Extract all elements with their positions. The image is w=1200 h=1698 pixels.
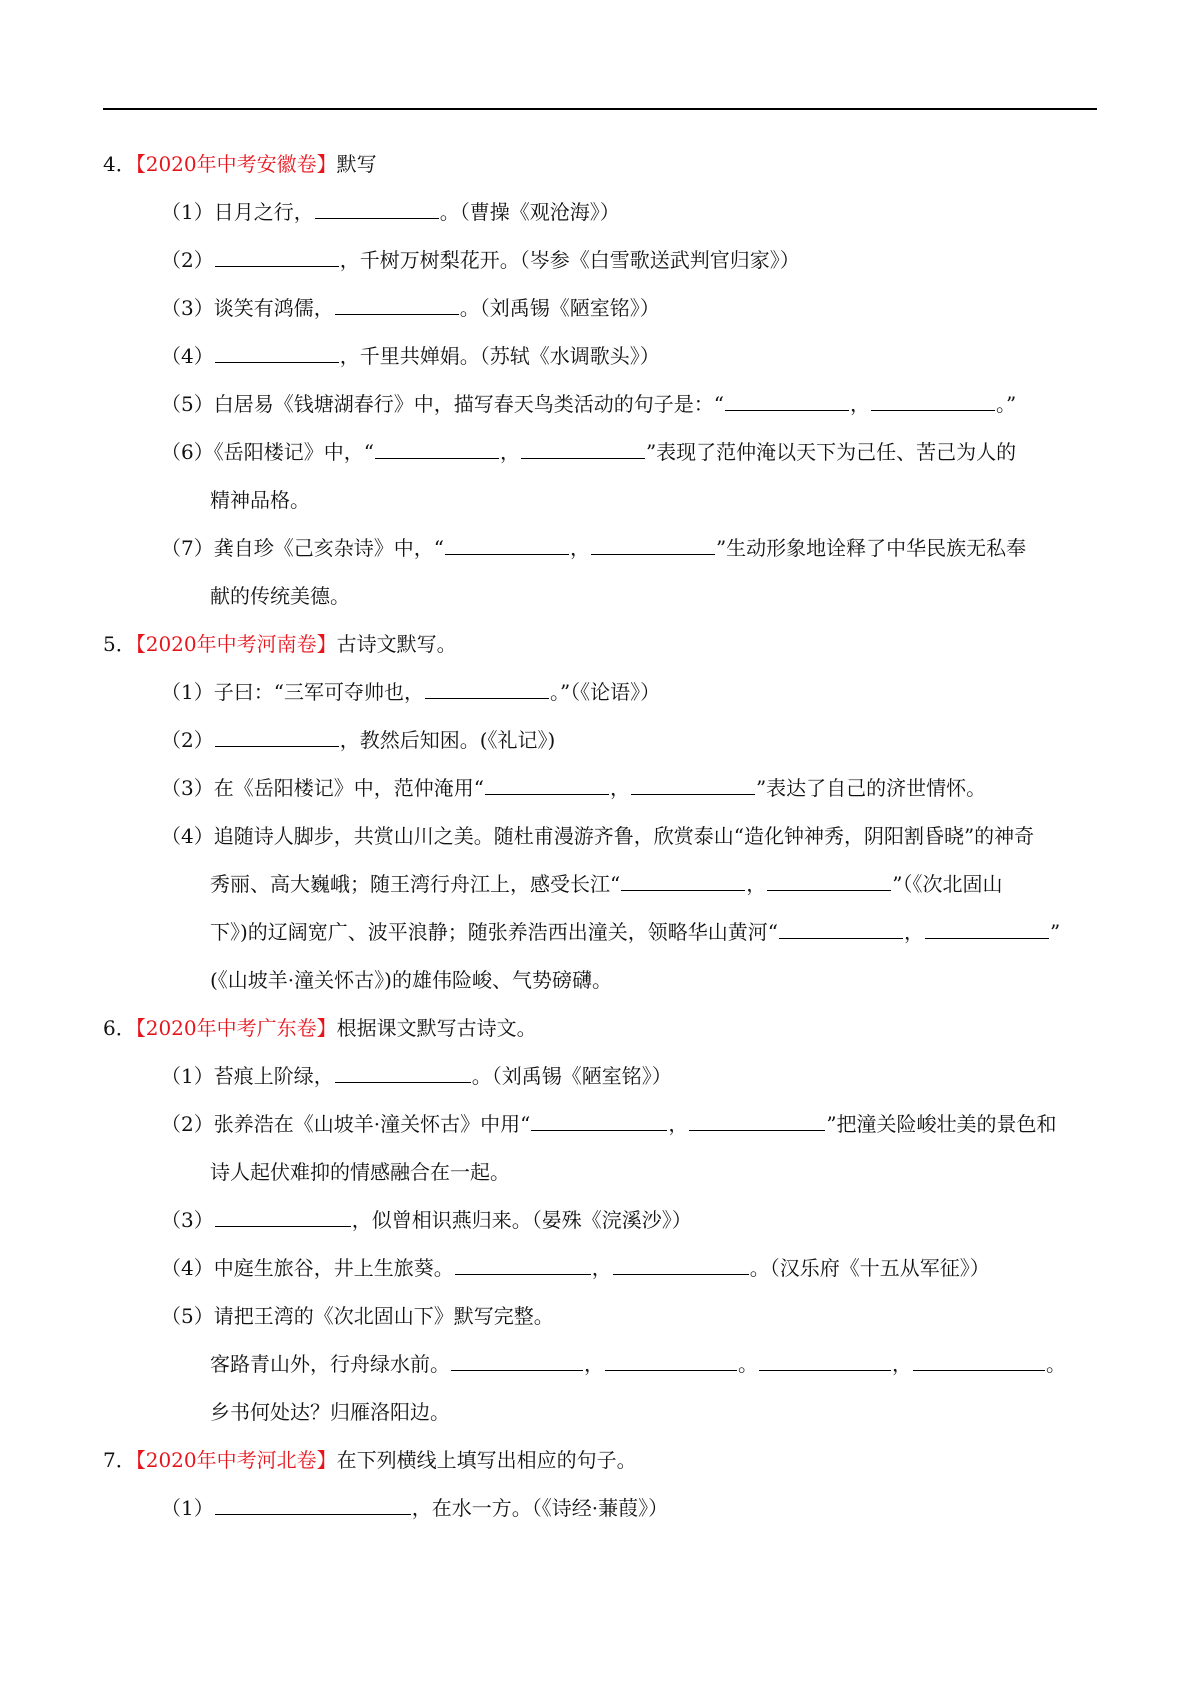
answer-blank[interactable] [425, 679, 549, 699]
q4-item-7: （7）龚自珍《己亥杂诗》中，“ ， ”生动形象地诠释了中华民族无私奉 [161, 536, 1027, 560]
answer-blank[interactable] [725, 391, 849, 411]
q4-item-6: （6）《岳阳楼记》中，“ ， ”表现了范仲淹以天下为己任、苦己为人的 [161, 440, 1017, 464]
question-6-heading [103, 1014, 1103, 1042]
answer-blank[interactable] [315, 199, 439, 219]
answer-blank[interactable] [759, 1351, 891, 1371]
answer-blank[interactable] [215, 1495, 411, 1515]
question-task: 在下列横线上填写出相应的句子。 [336, 1448, 637, 1472]
q6-item-3: （3） ，似曾相识燕归来。（晏殊《浣溪沙》） [161, 1208, 692, 1232]
q6-item-2-cont: 诗人起伏难抑的情感融合在一起。 [210, 1160, 510, 1184]
answer-blank[interactable] [605, 1351, 737, 1371]
question-number: 7． [103, 1448, 136, 1472]
answer-blank[interactable] [631, 775, 755, 795]
answer-blank[interactable] [779, 919, 903, 939]
q4-item-1: （1）日月之行， 。（曹操《观沧海》） [161, 200, 620, 224]
answer-blank[interactable] [925, 919, 1049, 939]
q4-item-3: （3）谈笑有鸿儒， 。（刘禹锡《陋室铭》） [161, 296, 660, 320]
q6-item-5-poem-1: 客路青山外，行舟绿水前。 ， 。 ， 。 [210, 1352, 1066, 1376]
question-5-heading [103, 630, 1103, 658]
answer-blank[interactable] [215, 727, 339, 747]
q5-item-3: （3）在《岳阳楼记》中，范仲淹用“ ， ”表达了自己的济世情怀。 [161, 776, 987, 800]
question-4-heading [103, 150, 1103, 178]
question-source: 【2020年中考广东卷】 [135, 1016, 337, 1040]
answer-blank[interactable] [913, 1351, 1045, 1371]
question-task: 默写 [336, 152, 377, 176]
answer-blank[interactable] [455, 1255, 591, 1275]
q7-item-1: （1） ，在水一方。（《诗经·蒹葭》） [161, 1496, 669, 1520]
q4-item-6-cont: 精神品格。 [210, 488, 310, 512]
q5-item-1: （1）子曰：“三军可夺帅也， 。”（《论语》） [161, 680, 661, 704]
answer-blank[interactable] [521, 439, 645, 459]
q5-item-4-cont-2: 下》)的辽阔宽广、波平浪静；随张养浩西出潼关，领略华山黄河“ ， ” [210, 920, 1061, 944]
q4-item-4: （4） ，千里共婵娟。（苏轼《水调歌头》） [161, 344, 660, 368]
q6-item-5-poem-2: 乡书何处达？归雁洛阳边。 [210, 1400, 450, 1424]
q6-item-4: （4）中庭生旅谷，井上生旅葵。 ， 。（汉乐府《十五从军征》） [161, 1256, 990, 1280]
header-rule [103, 108, 1097, 110]
q4-item-7-cont: 献的传统美德。 [210, 584, 350, 608]
answer-blank[interactable] [689, 1111, 825, 1131]
q5-item-4-cont-1: 秀丽、高大巍峨；随王湾行舟江上，感受长江“ ， ”（《次北固山 [210, 872, 1003, 896]
question-source: 【2020年中考河北卷】 [135, 1448, 337, 1472]
question-number: 5． [103, 632, 136, 656]
question-number: 6． [103, 1016, 136, 1040]
answer-blank[interactable] [375, 439, 499, 459]
answer-blank[interactable] [767, 871, 891, 891]
q6-item-1: （1）苔痕上阶绿， 。（刘禹锡《陋室铭》） [161, 1064, 672, 1088]
answer-blank[interactable] [613, 1255, 749, 1275]
answer-blank[interactable] [871, 391, 995, 411]
answer-blank[interactable] [531, 1111, 667, 1131]
q5-item-4: （4）追随诗人脚步，共赏山川之美。随杜甫漫游齐鲁，欣赏泰山“造化钟神秀，阴阳割昏晓”的神奇 [161, 824, 1035, 848]
answer-blank[interactable] [445, 535, 569, 555]
question-task: 根据课文默写古诗文。 [336, 1016, 537, 1040]
answer-blank[interactable] [335, 1063, 471, 1083]
answer-blank[interactable] [621, 871, 745, 891]
answer-blank[interactable] [485, 775, 609, 795]
answer-blank[interactable] [215, 247, 339, 267]
q4-item-2: （2） ，千树万树梨花开。（岑参《白雪歌送武判官归家》） [161, 248, 800, 272]
question-source: 【2020年中考安徽卷】 [135, 152, 337, 176]
answer-blank[interactable] [451, 1351, 583, 1371]
answer-blank[interactable] [591, 535, 715, 555]
q6-item-2: （2）张养浩在《山坡羊·潼关怀古》中用“ ， ”把潼关险峻壮美的景色和 [161, 1112, 1057, 1136]
question-number: 4． [103, 152, 136, 176]
q4-item-5: （5）白居易《钱塘湖春行》中，描写春天鸟类活动的句子是：“ ， 。” [161, 392, 1017, 416]
question-source: 【2020年中考河南卷】 [135, 632, 337, 656]
question-task: 古诗文默写。 [336, 632, 457, 656]
exam-content [103, 150, 1103, 1542]
question-7-heading [103, 1446, 1103, 1474]
answer-blank[interactable] [215, 1207, 351, 1227]
answer-blank[interactable] [215, 343, 339, 363]
q5-item-4-cont-3: (《山坡羊·潼关怀古》)的雄伟险峻、气势磅礴。 [210, 968, 612, 992]
answer-blank[interactable] [335, 295, 459, 315]
q5-item-2: （2） ，教然后知困。(《礼记》) [161, 728, 556, 752]
q6-item-5: （5）请把王湾的《次北固山下》默写完整。 [161, 1304, 554, 1328]
